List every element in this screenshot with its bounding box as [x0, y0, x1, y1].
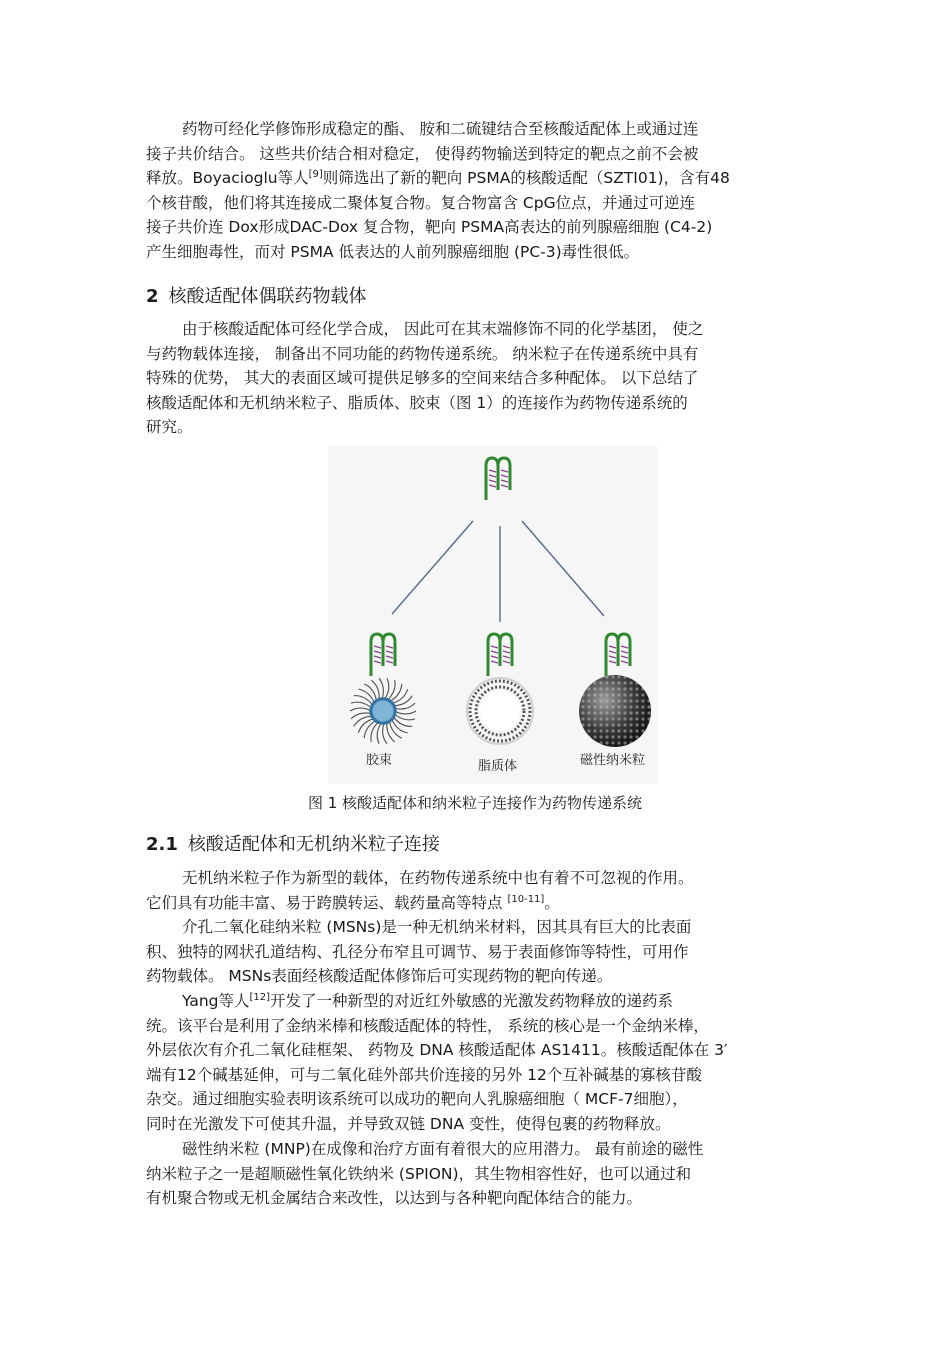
text-run: 开发了一种新型的对近红外敏感的光激发药物释放的递药系: [270, 992, 674, 1010]
section-title: 核酸适配体偶联药物载体: [168, 286, 367, 307]
text-line: 外层依次有介孔二氧化硅框架、 药物及 DNA 核酸适配体 AS1411。核酸适配体在 3′: [146, 1041, 728, 1059]
text-line: 积、独特的网状孔道结构、孔径分布窄且可调节、易于表面修饰等特性，可用作: [146, 942, 689, 961]
text-line: 药物载体。 MSNs表面经核酸适配体修饰后可实现药物的靶向传递。: [146, 967, 613, 985]
connector-line: [522, 521, 604, 616]
citation-superscript: [12]: [249, 992, 271, 1003]
text-line: [146, 891, 808, 916]
figure-1: [328, 446, 658, 784]
micelle-tail: [384, 678, 388, 700]
micelle-tail: [350, 708, 372, 711]
connector-line: [392, 521, 473, 614]
micelle-tail: [394, 711, 416, 714]
text-run: 。: [544, 893, 560, 912]
text-line: [146, 166, 808, 191]
text-line: 产生细胞毒性，而对 PSMA 低表达的人前列腺癌细胞 (PC-3)毒性很低。: [146, 242, 640, 261]
text-line: 有机聚合物或无机金属结合来改性，以达到与各种靶向配体结合的能力。: [146, 1189, 643, 1207]
section-number: 2.1: [146, 834, 178, 855]
text-line: 特殊的优势， 其大的表面区域可提供足够多的空间来结合多种配体。 以下总结了: [146, 369, 699, 387]
text-line: 杂交。通过细胞实验表明该系统可以成功的靶向人乳腺癌细胞（ MCF-7细胞），: [146, 1090, 688, 1108]
micelle-tail: [394, 703, 415, 709]
paragraph-drug-carriers: [146, 317, 808, 440]
text-line: 与药物载体连接， 制备出不同功能的药物传递系统。 纳米粒子在传递系统中具有: [146, 344, 699, 363]
paragraph-yang-gold-nanorod: [146, 989, 808, 1136]
micelle-tail: [377, 722, 381, 744]
label-liposome: 脂质体: [478, 759, 518, 774]
paragraph-magnetic-nanoparticles: [146, 1137, 808, 1211]
micelle-tail: [354, 696, 373, 706]
text-line: 接子共价结合。 这些共价结合相对稳定， 使得药物输送到特定的靶点之前不会被: [146, 144, 699, 163]
micelle-tail: [351, 702, 372, 708]
text-line: 研究。: [146, 418, 193, 436]
text-run: 它们具有功能丰富、易于跨膜转运、载药量高等特点: [146, 893, 503, 912]
citation-superscript: [10-11]: [507, 893, 545, 905]
liposome-illustration: [467, 634, 533, 744]
text-line: [146, 989, 808, 1014]
magnetic-nanoparticle-illustration: [579, 634, 651, 747]
micelle-tail: [351, 713, 372, 719]
micelle-tail: [393, 716, 412, 726]
text-line: 药物可经化学修饰形成稳定的酯、 胺和二硫键结合至核酸适配体上或通过连: [182, 120, 699, 138]
figure-1-illustration: [328, 446, 658, 784]
text-line: 个核苷酸，他们将其连接成二聚体复合物。复合物富含 CpG位点，并通过可逆连: [146, 193, 696, 212]
paragraph-inorganic-nanoparticles: [146, 866, 808, 915]
micelle-tail: [394, 714, 415, 720]
label-magnetic-nanoparticle: 磁性纳米粒: [580, 753, 646, 768]
text-line: 核酸适配体和无机纳米粒子、脂质体、胶束（图 1）的连接作为药物传递系统的: [146, 393, 688, 412]
citation-superscript: [9]: [308, 169, 323, 180]
figure-caption: 图 1 核酸适配体和纳米粒子连接作为药物传递系统: [307, 794, 643, 812]
text-run: 释放。Boyacioglu等人: [146, 169, 309, 187]
paragraph-msns: [146, 915, 808, 989]
section-title: 核酸适配体和无机纳米粒子连接: [187, 834, 440, 855]
micelle-illustration: [350, 634, 416, 744]
text-line: 同时在光激发下可使其升温，并导致双链 DNA 变性，使得包裹的药物释放。: [146, 1114, 671, 1133]
section-heading-2-1: [146, 830, 440, 856]
label-micelle: 胶束: [366, 753, 393, 768]
text-line: 介孔二氧化硅纳米粒 (MSNs)是一种无机纳米材料，因其具有巨大的比表面: [182, 918, 692, 936]
text-line: 接子共价连 Dox形成DAC-Dox 复合物，靶向 PSMA高表达的前列腺癌细胞 (C4-2): [146, 218, 713, 236]
text-run: 则筛选出了新的靶向 PSMA的核酸适配（SZTI01)，含有48: [322, 169, 730, 187]
text-line: 端有12个碱基延伸，可与二氧化硅外部共价连接的另外 12个互补碱基的寡核苷酸: [146, 1065, 702, 1084]
text-line: 无机纳米粒子作为新型的载体，在药物传递系统中也有着不可忽视的作用。: [182, 869, 694, 887]
text-run: Yang等人: [182, 992, 250, 1010]
section-heading-2: [146, 282, 367, 308]
aptamer-top-icon: [486, 458, 510, 500]
section-number: 2: [146, 286, 159, 307]
paragraph-aptamer-drug-conjugation: [146, 117, 808, 264]
text-line: 由于核酸适配体可经化学合成， 因此可在其末端修饰不同的化学基团， 使之: [182, 320, 704, 338]
text-line: 磁性纳米粒 (MNP)在成像和治疗方面有着很大的应用潜力。 最有前途的磁性: [182, 1140, 704, 1158]
text-line: 统。该平台是利用了金纳米棒和核酸适配体的特性， 系统的核心是一个金纳米棒，: [146, 1016, 709, 1035]
text-line: 纳米粒子之一是超顺磁性氧化铁纳米 (SPION)，其生物相容性好，也可以通过和: [146, 1164, 692, 1183]
